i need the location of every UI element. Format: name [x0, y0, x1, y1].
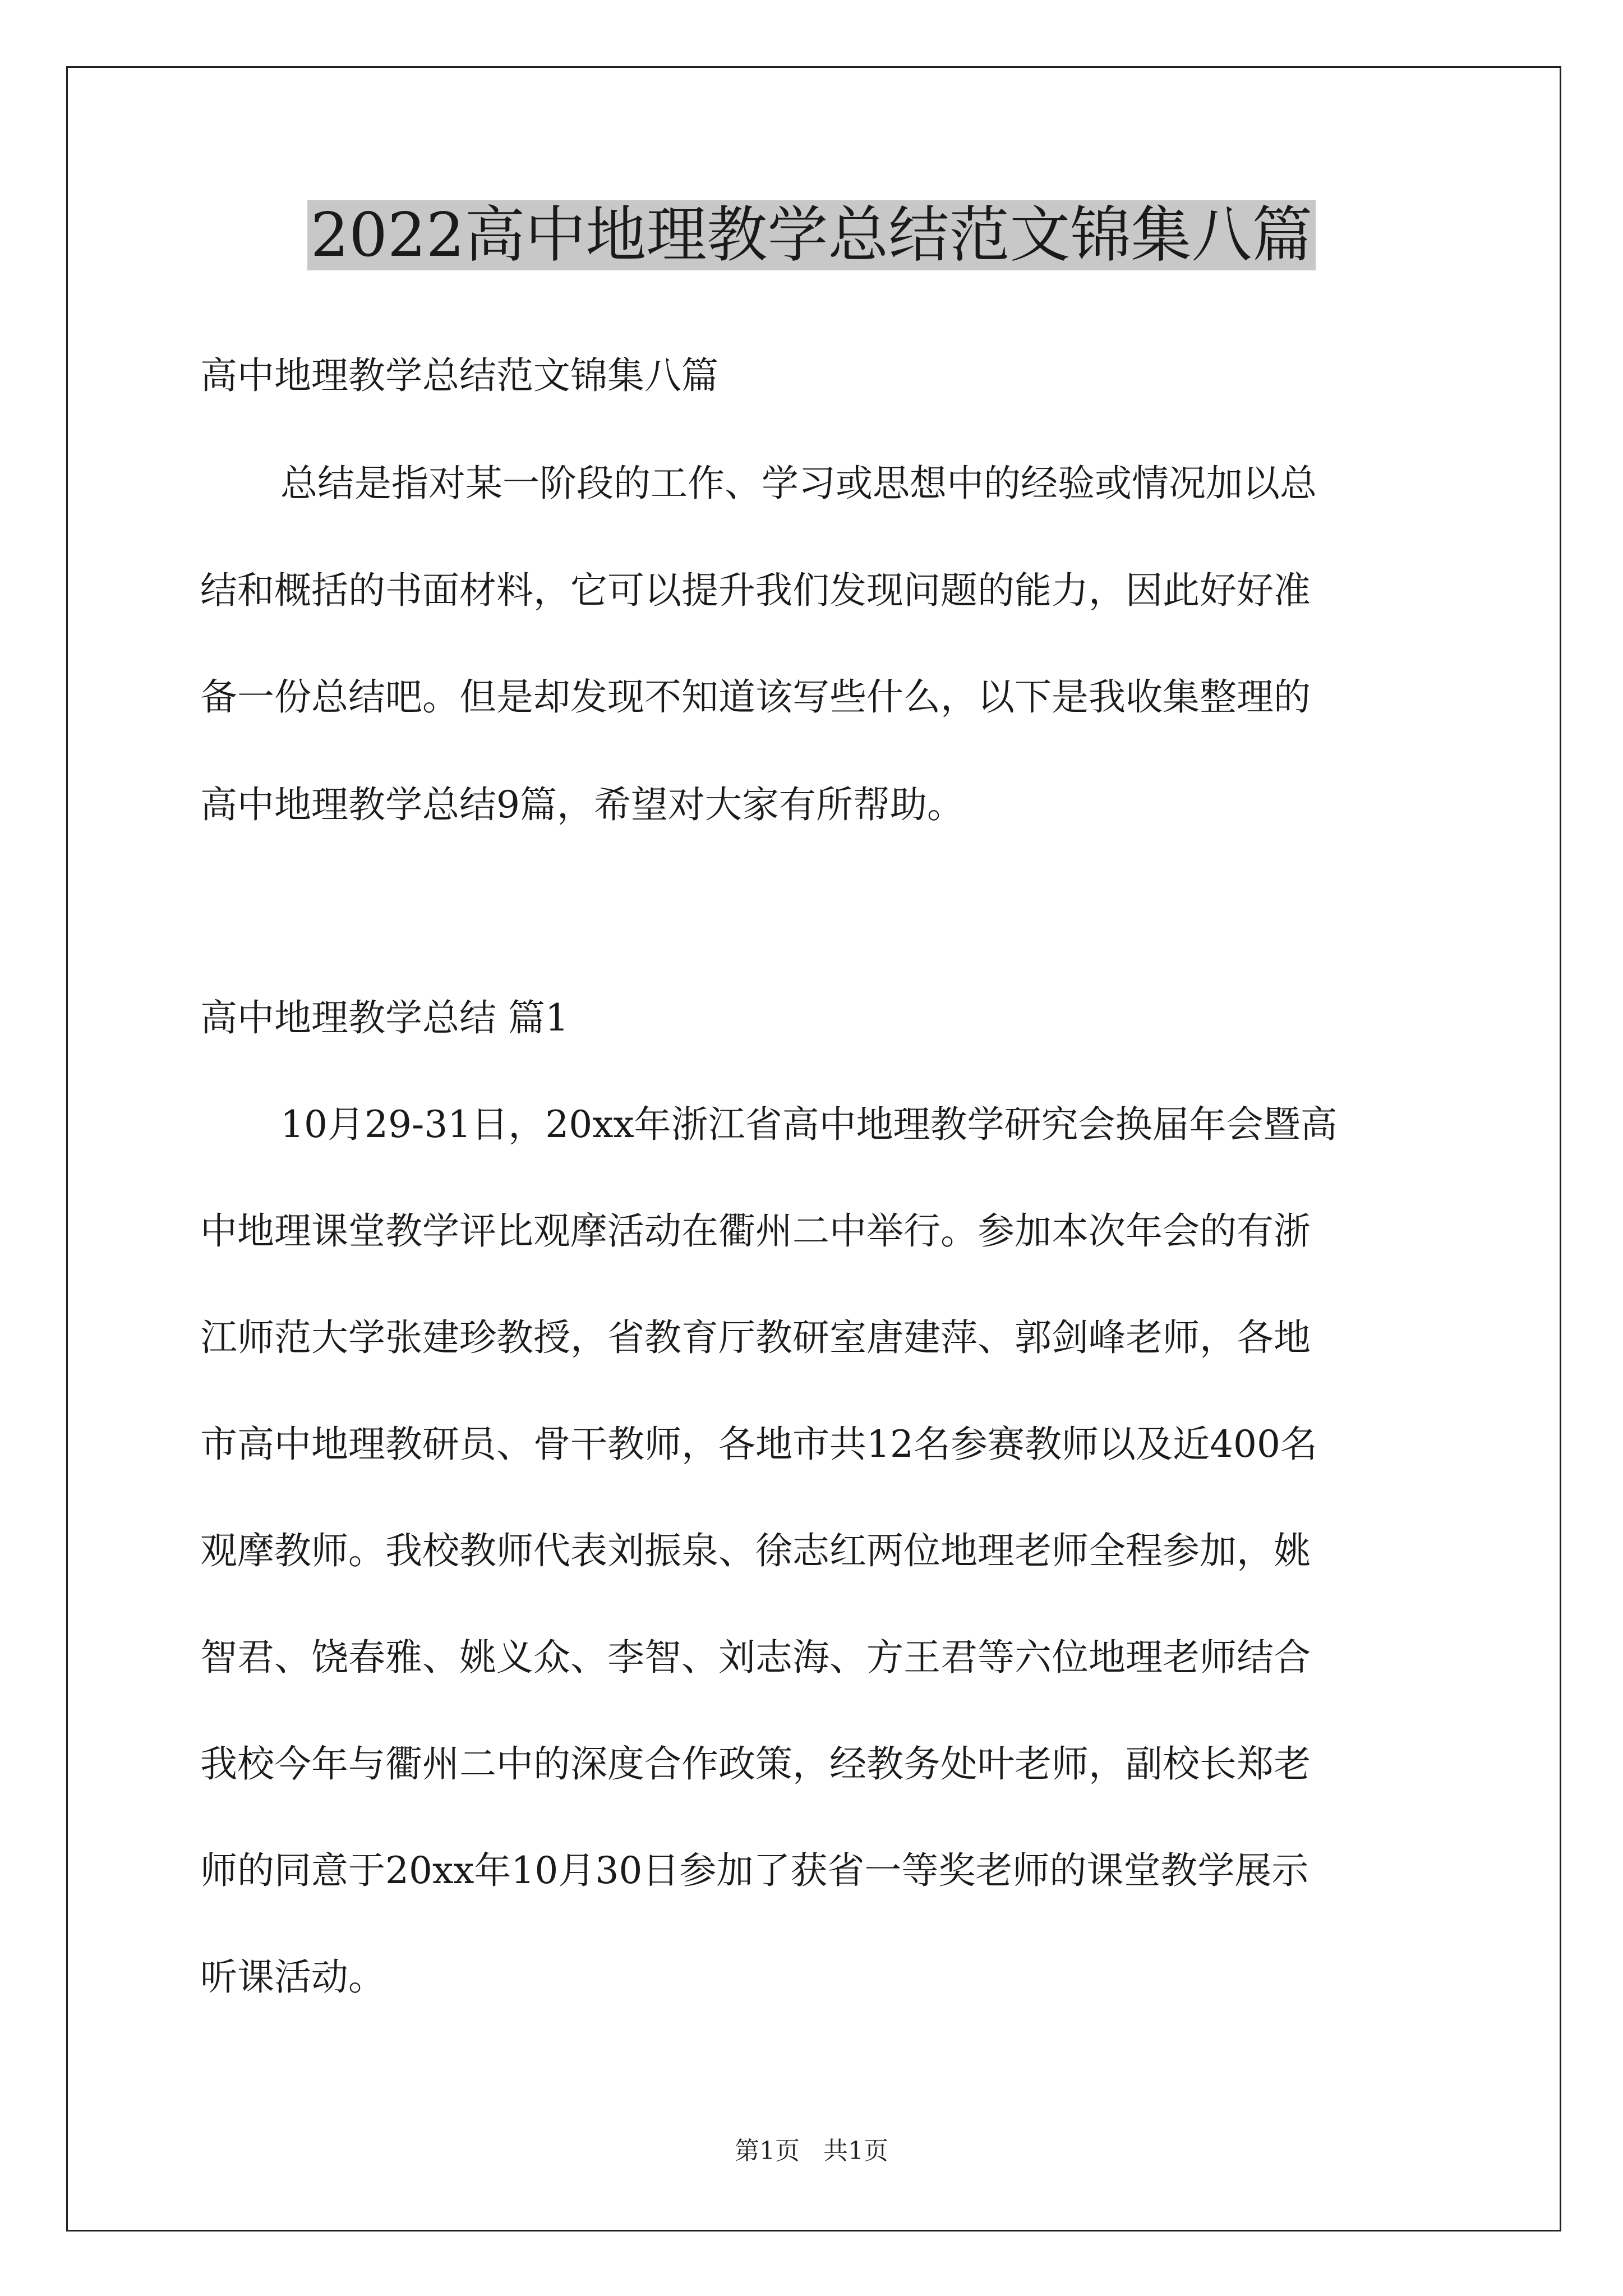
section-heading: 高中地理教学总结 篇1 [200, 996, 569, 1039]
section-line: 智君、饶春雅、姚义众、李智、刘志海、方王君等六位地理老师结合 [200, 1636, 1311, 1679]
document-title [0, 199, 1623, 272]
document-subtitle: 高中地理教学总结范文锦集八篇 [200, 354, 718, 397]
section-line: 市高中地理教研员、骨干教师，各地市共12名参赛教师以及近400名 [200, 1423, 1317, 1466]
intro-line: 备一份总结吧。但是却发现不知道该写些什么，以下是我收集整理的 [200, 675, 1311, 719]
intro-line: 高中地理教学总结9篇，希望对大家有所帮助。 [200, 783, 964, 826]
intro-line: 结和概括的书面材料，它可以提升我们发现问题的能力，因此好好准 [200, 569, 1311, 612]
section-line: 中地理课堂教学评比观摩活动在衢州二中举行。参加本次年会的有浙 [200, 1209, 1311, 1253]
section-line: 江师范大学张建珍教授，省教育厅教研室唐建萍、郭剑峰老师，各地 [200, 1316, 1311, 1359]
section-line: 我校今年与衢州二中的深度合作政策，经教务处叶老师，副校长郑老 [200, 1742, 1311, 1786]
document-title-text: 2022高中地理教学总结范文锦集八篇 [307, 200, 1316, 270]
section-line: 观摩教师。我校教师代表刘振泉、徐志红两位地理老师全程参加，姚 [200, 1529, 1311, 1572]
intro-line: 总结是指对某一阶段的工作、学习或思想中的经验或情况加以总 [280, 462, 1317, 505]
section-line: 10月29-31日，20xx年浙江省高中地理教学研究会换届年会暨高 [280, 1103, 1338, 1146]
section-line: 听课活动。 [200, 1955, 385, 1999]
page-footer: 第1页 共1页 [735, 2137, 888, 2165]
section-line: 师的同意于20xx年10月30日参加了获省一等奖老师的课堂教学展示 [200, 1849, 1309, 1892]
